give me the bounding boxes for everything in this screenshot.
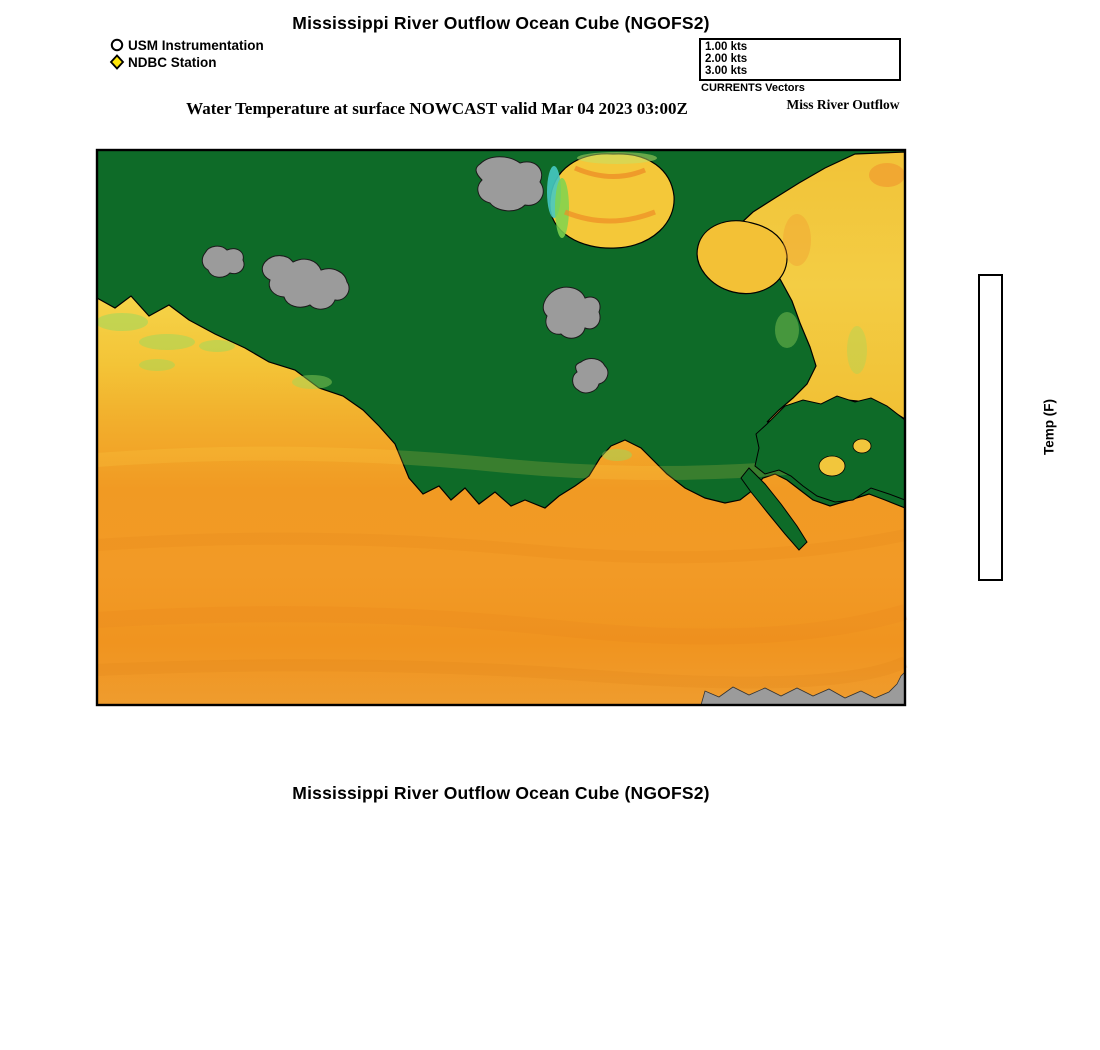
vector-legend-label: 3.00 kts: [705, 64, 748, 77]
vector-legend-row: [705, 41, 897, 53]
colorbar: [978, 274, 1003, 581]
region-label: Miss River Outflow: [786, 97, 900, 112]
page-title: Mississippi River Outflow Ocean Cube (NGOFS2): [292, 13, 710, 33]
legend-label-ndbc: NDBC Station: [128, 54, 217, 70]
bottom-title: Mississippi River Outflow Ocean Cube (NGOFS2): [292, 783, 710, 803]
vector-legend-row: [705, 53, 897, 65]
vector-legend-row: [705, 65, 897, 77]
legend-item-ndbc: [109, 54, 217, 70]
map-subtitle: Water Temperature at surface NOWCAST valid Mar 04 2023 03:00Z: [186, 99, 688, 118]
diamond-icon: [109, 54, 125, 70]
map-canvas: [97, 150, 905, 705]
vector-arrow-icon: [757, 54, 891, 65]
vector-arrow-icon: [757, 42, 891, 53]
vector-legend-box: [699, 38, 901, 81]
circle-icon: [109, 37, 125, 53]
vector-legend-caption: CURRENTS Vectors: [701, 82, 805, 94]
legend-label-usm: USM Instrumentation: [128, 37, 264, 53]
vector-legend-label: 1.00 kts: [705, 40, 748, 53]
vector-arrow-icon: [757, 66, 891, 77]
colorbar-title: Temp (F): [1041, 399, 1057, 455]
legend-item-usm: [109, 37, 264, 53]
vector-legend-label: 2.00 kts: [705, 52, 748, 65]
